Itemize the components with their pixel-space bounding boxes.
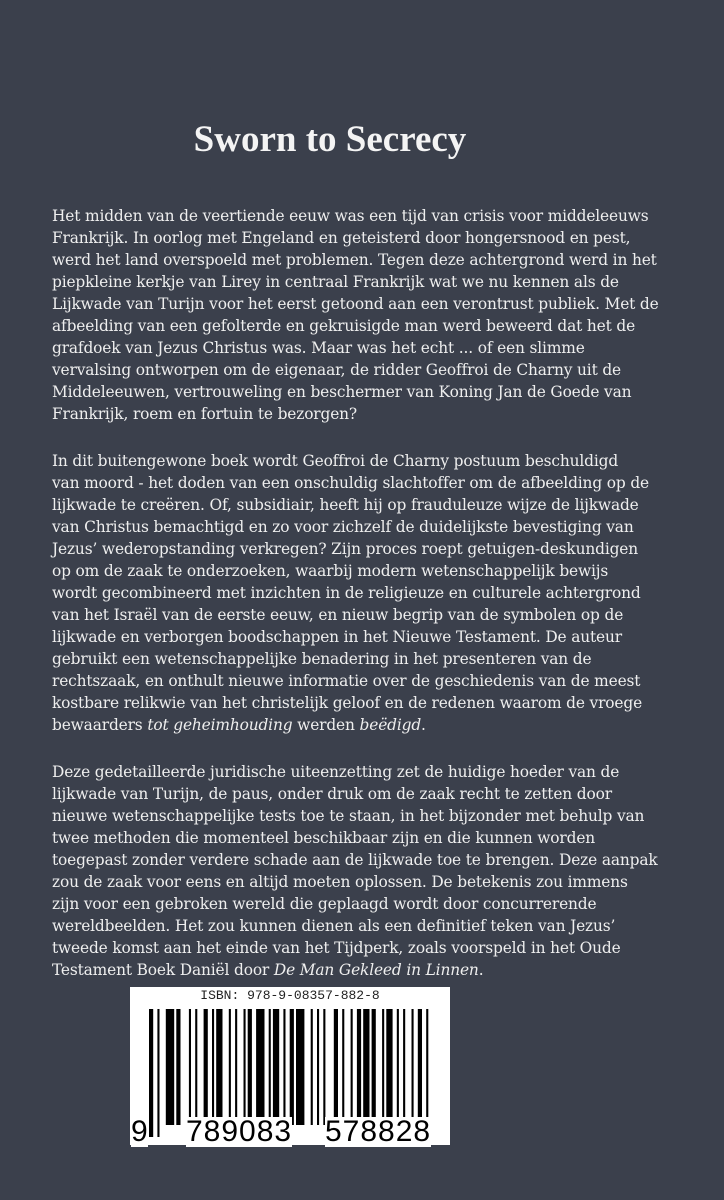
text-line: Het midden van de veertiende eeuw was een tijd van crisis voor middeleeuws [52,207,649,225]
text-line: In dit buitengewone boek wordt Geoffroi de Charny postuum beschuldigd [52,452,619,470]
text-line [52,714,652,736]
text-line: lijkwade van Turijn, de paus, onder druk om de zaak recht te zetten door [52,785,612,803]
text-line: Lijkwade van Turijn voor het eerst getoond aan een verontrust publiek. Met de [52,295,659,313]
text-line: twee methoden die momenteel beschikbaar zijn en die kunnen worden [52,829,596,847]
barcode-bar [426,1009,428,1125]
text-line: wereldbeelden. Het zou kunnen dienen als een definitief teken van Jezus’ [52,917,616,935]
text-line: op om de zaak te onderzoeken, waarbij modern wetenschappelijk bewijs [52,562,609,580]
barcode-bar [269,1009,271,1125]
barcode-bar [382,1009,384,1125]
text-line: zou de zaak voor eens en altijd moeten oplossen. De betekenis zou immens [52,873,628,891]
barcode-bar [235,1009,237,1125]
text-line: Frankrijk, roem en fortuin te bezorgen? [52,405,358,423]
text-line: vervalsing ontworpen om de eigenaar, de ridder Geoffroi de Charny uit de [52,361,622,379]
barcode-bar [176,1009,180,1125]
text-line: van moord - het doden van een onschuldig slachtoffer om de afbeelding op de [52,474,649,492]
barcode-bar [334,1009,338,1125]
barcode-bar [397,1009,399,1125]
text-line: werd het land overspoeld met problemen. Tegen deze achtergrond werd in het [52,251,657,269]
barcode-bar [256,1009,264,1125]
barcode-bar [317,1009,319,1125]
text-line: nieuwe wetenschappelijke tests toe te staan, in het bijzonder met behulp van [52,807,645,825]
text: werden [292,716,360,734]
barcode-bar [157,1009,159,1137]
barcode-bar [195,1009,197,1125]
text-line: zijn voor een gebroken wereld die geplaagd wordt door concurrerende [52,895,597,913]
barcode-bar [342,1009,344,1125]
barcode-bar [204,1009,208,1125]
barcode-bar [166,1009,174,1125]
barcode-bar [212,1009,214,1125]
barcode-bar [363,1009,369,1125]
barcode-bar [248,1009,252,1125]
text-line: Jezus’ wederopstanding verkregen? Zijn proces roept getuigen-deskundigen [52,540,639,558]
barcode-bar [372,1009,376,1125]
barcode-bar [311,1009,313,1125]
text-line: kostbare relikwie van het christelijk geloof en de redenen waarom de vroege [52,694,643,712]
text-line: grafdoek van Jezus Christus was. Maar was het echt ... of een slimme [52,339,585,357]
barcode-bar [323,1009,325,1125]
italic-text: tot geheimhouding [147,716,293,734]
text-line: Middeleeuwen, vertrouweling en beschermer van Koning Jan de Goede van [52,383,632,401]
barcode-bar [290,1009,294,1125]
text-line: toegepast zonder verdere schade aan de lijkwade toe te brengen. Deze aanpak [52,851,658,869]
barcode-bar [216,1009,222,1125]
isbn-label: ISBN: 978-9-08357-882-8 [200,988,380,1003]
text-line: Deze gedetailleerde juridische uiteenzetting zet de huidige hoeder van de [52,763,620,781]
text-line: afbeelding van een gefolterde en gekruisigde man werd beweerd dat het de [52,317,636,335]
blurb [52,205,659,1006]
barcode-bar [149,1009,153,1137]
text: bewaarders [52,716,148,734]
italic-text: De Man Gekleed in Linnen [273,961,479,979]
text-line [52,959,652,981]
text: Testament Boek Daniël door [52,961,274,979]
isbn-barcode [130,987,450,1148]
barcode-bar [296,1009,304,1125]
text-line: van het Israël van de eerste eeuw, en nieuw begrip van de symbolen op de [52,606,624,624]
text: . [421,716,426,734]
text-line: lijkwade te creëren. Of, subsidiair, heeft hij op frauduleuze wijze de lijkwade [52,496,639,514]
barcode-bar [386,1009,392,1125]
book-title: Sworn to Secrecy [193,119,467,160]
barcode-bar [418,1009,422,1125]
barcode-digits-left: 789083 [186,1115,293,1148]
barcode-digits-right: 578828 [325,1115,432,1148]
paragraph-2 [52,450,652,736]
paragraph-3 [52,761,658,981]
text-line: tweede komst aan het einde van het Tijdperk, zoals voorspeld in het Oude [52,939,621,957]
barcode-bar [229,1009,231,1125]
text-line: lijkwade en verborgen boodschappen in het Nieuwe Testament. De auteur [52,628,622,646]
text-line: wordt gecombineerd met inzichten in de religieuze en culturele achtergrond [52,584,641,602]
text-line: piepkleine kerkje van Lirey in centraal Frankrijk wat we nu kennen als de [52,273,619,291]
text-line: Frankrijk. In oorlog met Engeland en geteisterd door hongersnood en pest, [52,229,631,247]
barcode-bar [351,1009,353,1125]
barcode-digit-lead: 9 [131,1115,148,1148]
paragraph-1 [52,205,659,425]
text-line: gebruikt een wetenschappelijke benadering in het presenteren van de [52,650,592,668]
text-line: van Christus bemachtigd en zo voor zichzelf de duidelijkste bevestiging van [52,518,634,536]
italic-text: beëdigd [359,716,422,734]
barcode-bar [189,1009,191,1125]
barcode-bar [244,1009,246,1125]
barcode-bar [357,1009,361,1125]
text-line: rechtszaak, en onthult nieuwe informatie over de geschiedenis van de meest [52,672,641,690]
text: . [478,961,484,979]
